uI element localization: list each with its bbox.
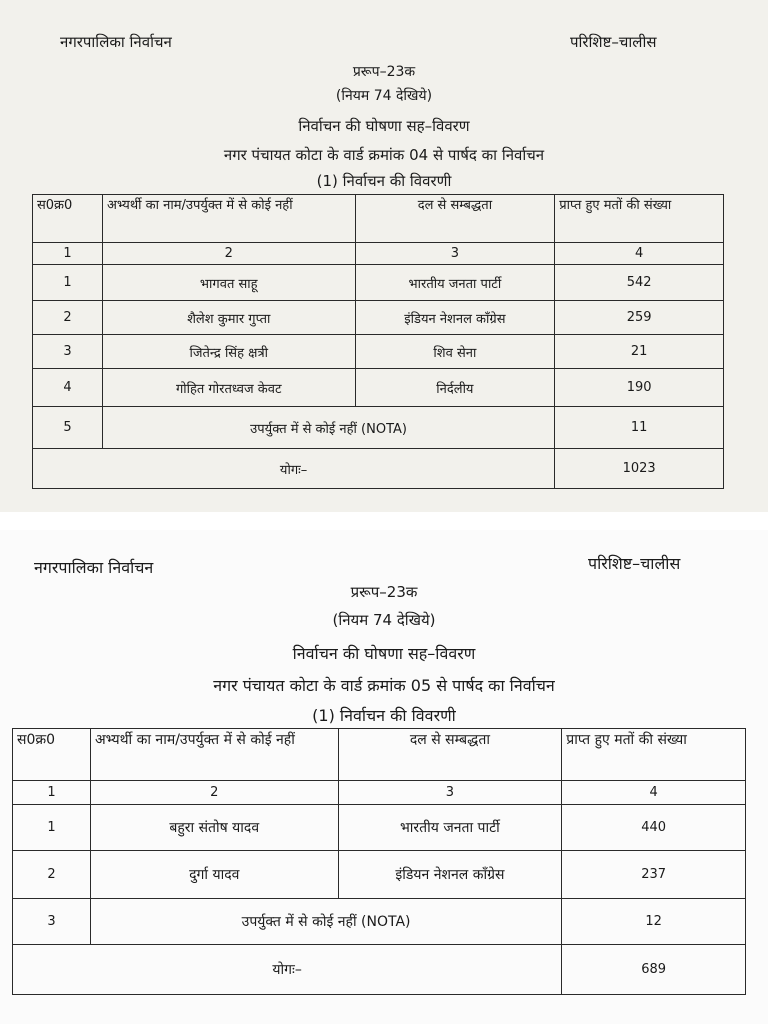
column-number: 3 — [338, 781, 562, 805]
form-number: प्ररूप–23क — [350, 583, 418, 601]
election-result-sheet-ward-05 — [0, 530, 768, 1024]
form-number: प्ररूप–23क — [352, 64, 416, 80]
total-label: योगः– — [13, 945, 562, 995]
votes-cell: 190 — [555, 369, 724, 407]
candidate-cell: जितेन्द्र सिंह क्षत्री — [102, 335, 355, 369]
header-right: परिशिष्ट–चालीस — [570, 33, 657, 51]
document-title: निर्वाचन की घोषणा सह–विवरण — [292, 644, 476, 663]
total-row — [13, 945, 746, 995]
column-header-candidate: अभ्यर्थी का नाम/उपर्युक्त में से कोई नहीं — [102, 195, 355, 243]
party-cell: शिव सेना — [355, 335, 555, 369]
rule-reference: (नियम 74 देखिये) — [335, 88, 433, 104]
candidate-cell: भागवत साहू — [102, 265, 355, 301]
header-right: परिशिष्ट–चालीस — [588, 554, 681, 573]
table-header-row — [13, 729, 746, 781]
nota-row — [13, 899, 746, 945]
candidate-cell: दुर्गा यादव — [90, 851, 338, 899]
serial-cell: 1 — [13, 805, 91, 851]
document-title: निर्वाचन की घोषणा सह–विवरण — [298, 117, 470, 135]
column-header-party: दल से सम्बद्धता — [338, 729, 562, 781]
table-row — [33, 369, 724, 407]
party-cell: इंडियन नेशनल कॉंग्रेस — [338, 851, 562, 899]
party-cell: भारतीय जनता पार्टी — [338, 805, 562, 851]
column-number: 2 — [102, 243, 355, 265]
nota-label: उपर्युक्त में से कोई नहीं (NOTA) — [102, 407, 554, 449]
nota-row — [33, 407, 724, 449]
section-heading: (1) निर्वाचन की विवरणी — [316, 172, 452, 190]
total-row — [33, 449, 724, 489]
column-number: 4 — [555, 243, 724, 265]
column-header-votes: प्राप्त हुए मतों की संख्या — [555, 195, 724, 243]
party-cell: इंडियन नेशनल कॉंग्रेस — [355, 301, 555, 335]
table-row — [33, 265, 724, 301]
serial-cell: 2 — [13, 851, 91, 899]
candidate-cell: बहुरा संतोष यादव — [90, 805, 338, 851]
column-header-serial: स0क्र0 — [13, 729, 91, 781]
serial-cell: 4 — [33, 369, 103, 407]
table-row — [13, 805, 746, 851]
nota-label: उपर्युक्त में से कोई नहीं (NOTA) — [90, 899, 561, 945]
document-subtitle: नगर पंचायत कोटा के वार्ड क्रमांक 05 से पार्षद का निर्वाचन — [213, 676, 555, 695]
votes-cell: 440 — [562, 805, 746, 851]
serial-cell: 2 — [33, 301, 103, 335]
table-row — [13, 851, 746, 899]
column-number: 3 — [355, 243, 555, 265]
serial-cell: 5 — [33, 407, 103, 449]
votes-cell: 21 — [555, 335, 724, 369]
column-header-party: दल से सम्बद्धता — [355, 195, 555, 243]
header-left: नगरपालिका निर्वाचन — [34, 558, 154, 577]
section-heading: (1) निर्वाचन की विवरणी — [312, 706, 456, 725]
column-number-row — [13, 781, 746, 805]
column-header-votes: प्राप्त हुए मतों की संख्या — [562, 729, 746, 781]
column-number: 1 — [13, 781, 91, 805]
column-number: 1 — [33, 243, 103, 265]
results-table — [32, 194, 724, 489]
total-votes: 1023 — [555, 449, 724, 489]
serial-cell: 3 — [13, 899, 91, 945]
rule-reference: (नियम 74 देखिये) — [332, 611, 436, 629]
results-table — [12, 728, 746, 995]
header-left: नगरपालिका निर्वाचन — [60, 33, 172, 51]
votes-cell: 259 — [555, 301, 724, 335]
total-label: योगः– — [33, 449, 555, 489]
votes-cell: 11 — [555, 407, 724, 449]
votes-cell: 237 — [562, 851, 746, 899]
total-votes: 689 — [562, 945, 746, 995]
serial-cell: 3 — [33, 335, 103, 369]
candidate-cell: शैलेश कुमार गुप्ता — [102, 301, 355, 335]
document-subtitle: नगर पंचायत कोटा के वार्ड क्रमांक 04 से पार्षद का निर्वाचन — [223, 146, 545, 164]
serial-cell: 1 — [33, 265, 103, 301]
votes-cell: 12 — [562, 899, 746, 945]
column-number: 2 — [90, 781, 338, 805]
party-cell: भारतीय जनता पार्टी — [355, 265, 555, 301]
column-number: 4 — [562, 781, 746, 805]
column-number-row — [33, 243, 724, 265]
party-cell: निर्दलीय — [355, 369, 555, 407]
candidate-cell: गोहित गोरतध्वज केवट — [102, 369, 355, 407]
votes-cell: 542 — [555, 265, 724, 301]
table-row — [33, 301, 724, 335]
column-header-serial: स0क्र0 — [33, 195, 103, 243]
column-header-candidate: अभ्यर्थी का नाम/उपर्युक्त में से कोई नहीं — [90, 729, 338, 781]
table-row — [33, 335, 724, 369]
table-header-row — [33, 195, 724, 243]
